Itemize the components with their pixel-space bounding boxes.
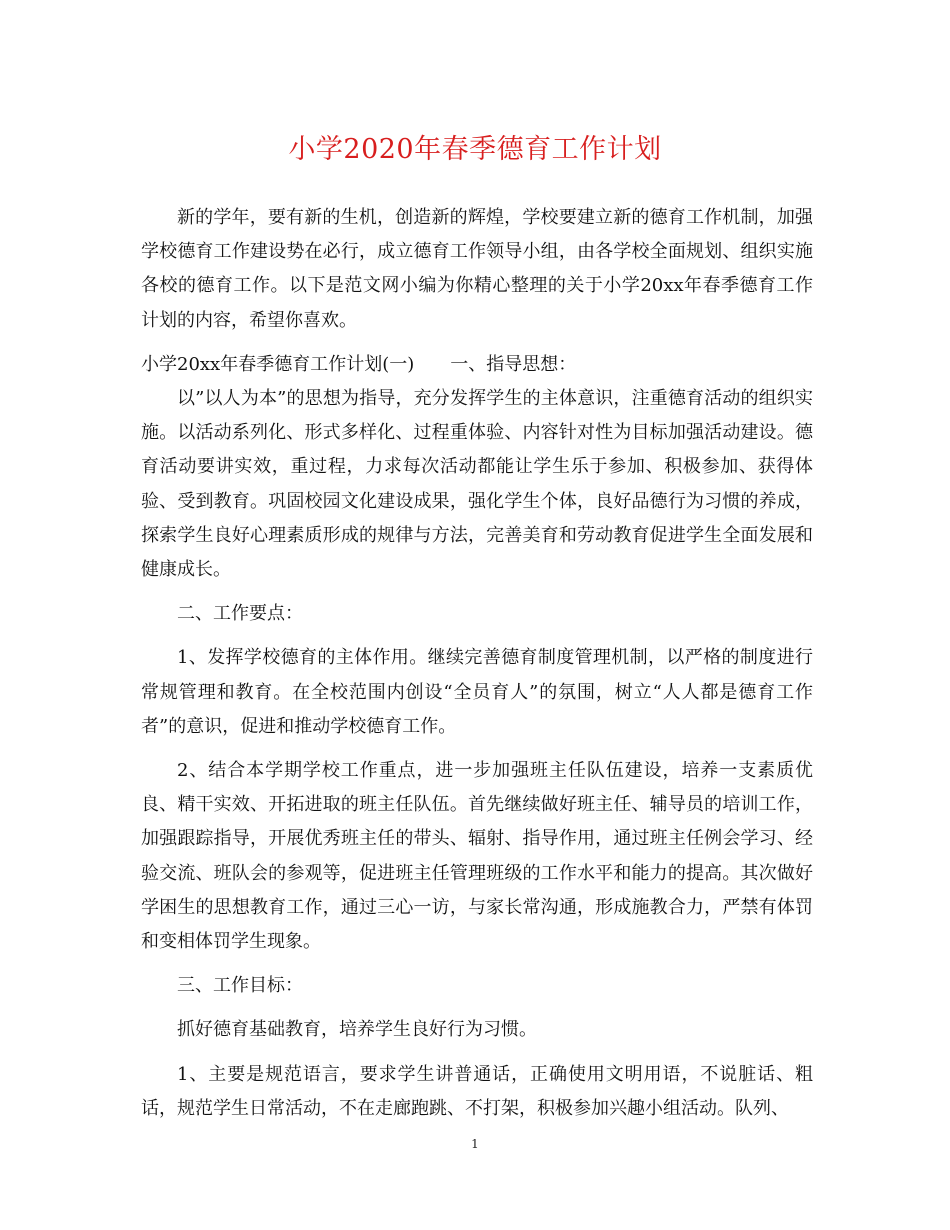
document-title: 小学2020年春季德育工作计划 — [288, 134, 662, 165]
plan-heading-line: 小学20xx年春季德育工作计划(一) 一、指导思想： — [141, 353, 577, 375]
section-heading-work-goals: 三、工作目标： — [177, 975, 303, 997]
work-point-2-paragraph: 2、结合本学期学校工作重点，进一步加强班主任队伍建设，培养一支素质优良、精干实效、开拓进取的班主任队伍。首先继续做好班主任、辅导员的培训工作，加强跟踪指导，开展优秀班主任的带头、辐射、指导作用，通过班主任例会学习、经验交流、班队会的参观等，促进班主任管理班级的工作水平和能力的提高。其次做好学困生的思想教育工作，通过三心一访，与家长常沟通，形成施教合力，严禁有体罚和变相体罚学生现象。 — [141, 760, 813, 953]
guiding-thought-paragraph: 以”以人为本”的思想为指导，充分发挥学生的主体意识，注重德育活动的组织实施。以活动系列化、形式多样化、过程重体验、内容针对性为目标加强活动建设。德育活动要讲实效，重过程，力求每次活动都能让学生乐于参加、积极参加、获得体验、受到教育。巩固校园文化建设成果，强化学生个体，良好品德行为习惯的养成，探索学生良好心理素质形成的规律与方法，完善美育和劳动教育促进学生全面发展和健康成长。 — [141, 388, 813, 581]
work-point-1-paragraph: 1、发挥学校德育的主体作用。继续完善德育制度管理机制，以严格的制度进行常规管理和教育。在全校范围内创设“全员育人”的氛围，树立“人人都是德育工作者”的意识，促进和推动学校德育工作。 — [141, 647, 813, 737]
section-heading-work-points: 二、工作要点： — [177, 603, 303, 625]
page-number: 1 — [471, 1137, 479, 1151]
goal-1-paragraph: 1、主要是规范语言，要求学生讲普通话，正确使用文明用语，不说脏话、粗话，规范学生日常活动，不在走廊跑跳、不打架，积极参加兴趣小组活动。队列、 — [141, 1063, 813, 1119]
goals-intro-paragraph: 抓好德育基础教育，培养学生良好行为习惯。 — [177, 1019, 537, 1041]
document-body — [141, 201, 813, 1126]
intro-paragraph: 新的学年，要有新的生机，创造新的辉煌，学校要建立新的德育工作机制，加强学校德育工作建设势在必行，成立德育工作领导小组，由各学校全面规划、组织实施各校的德育工作。以下是范文网小编为你精心整理的关于小学20xx年春季德育工作计划的内容，希望你喜欢。 — [141, 207, 813, 331]
